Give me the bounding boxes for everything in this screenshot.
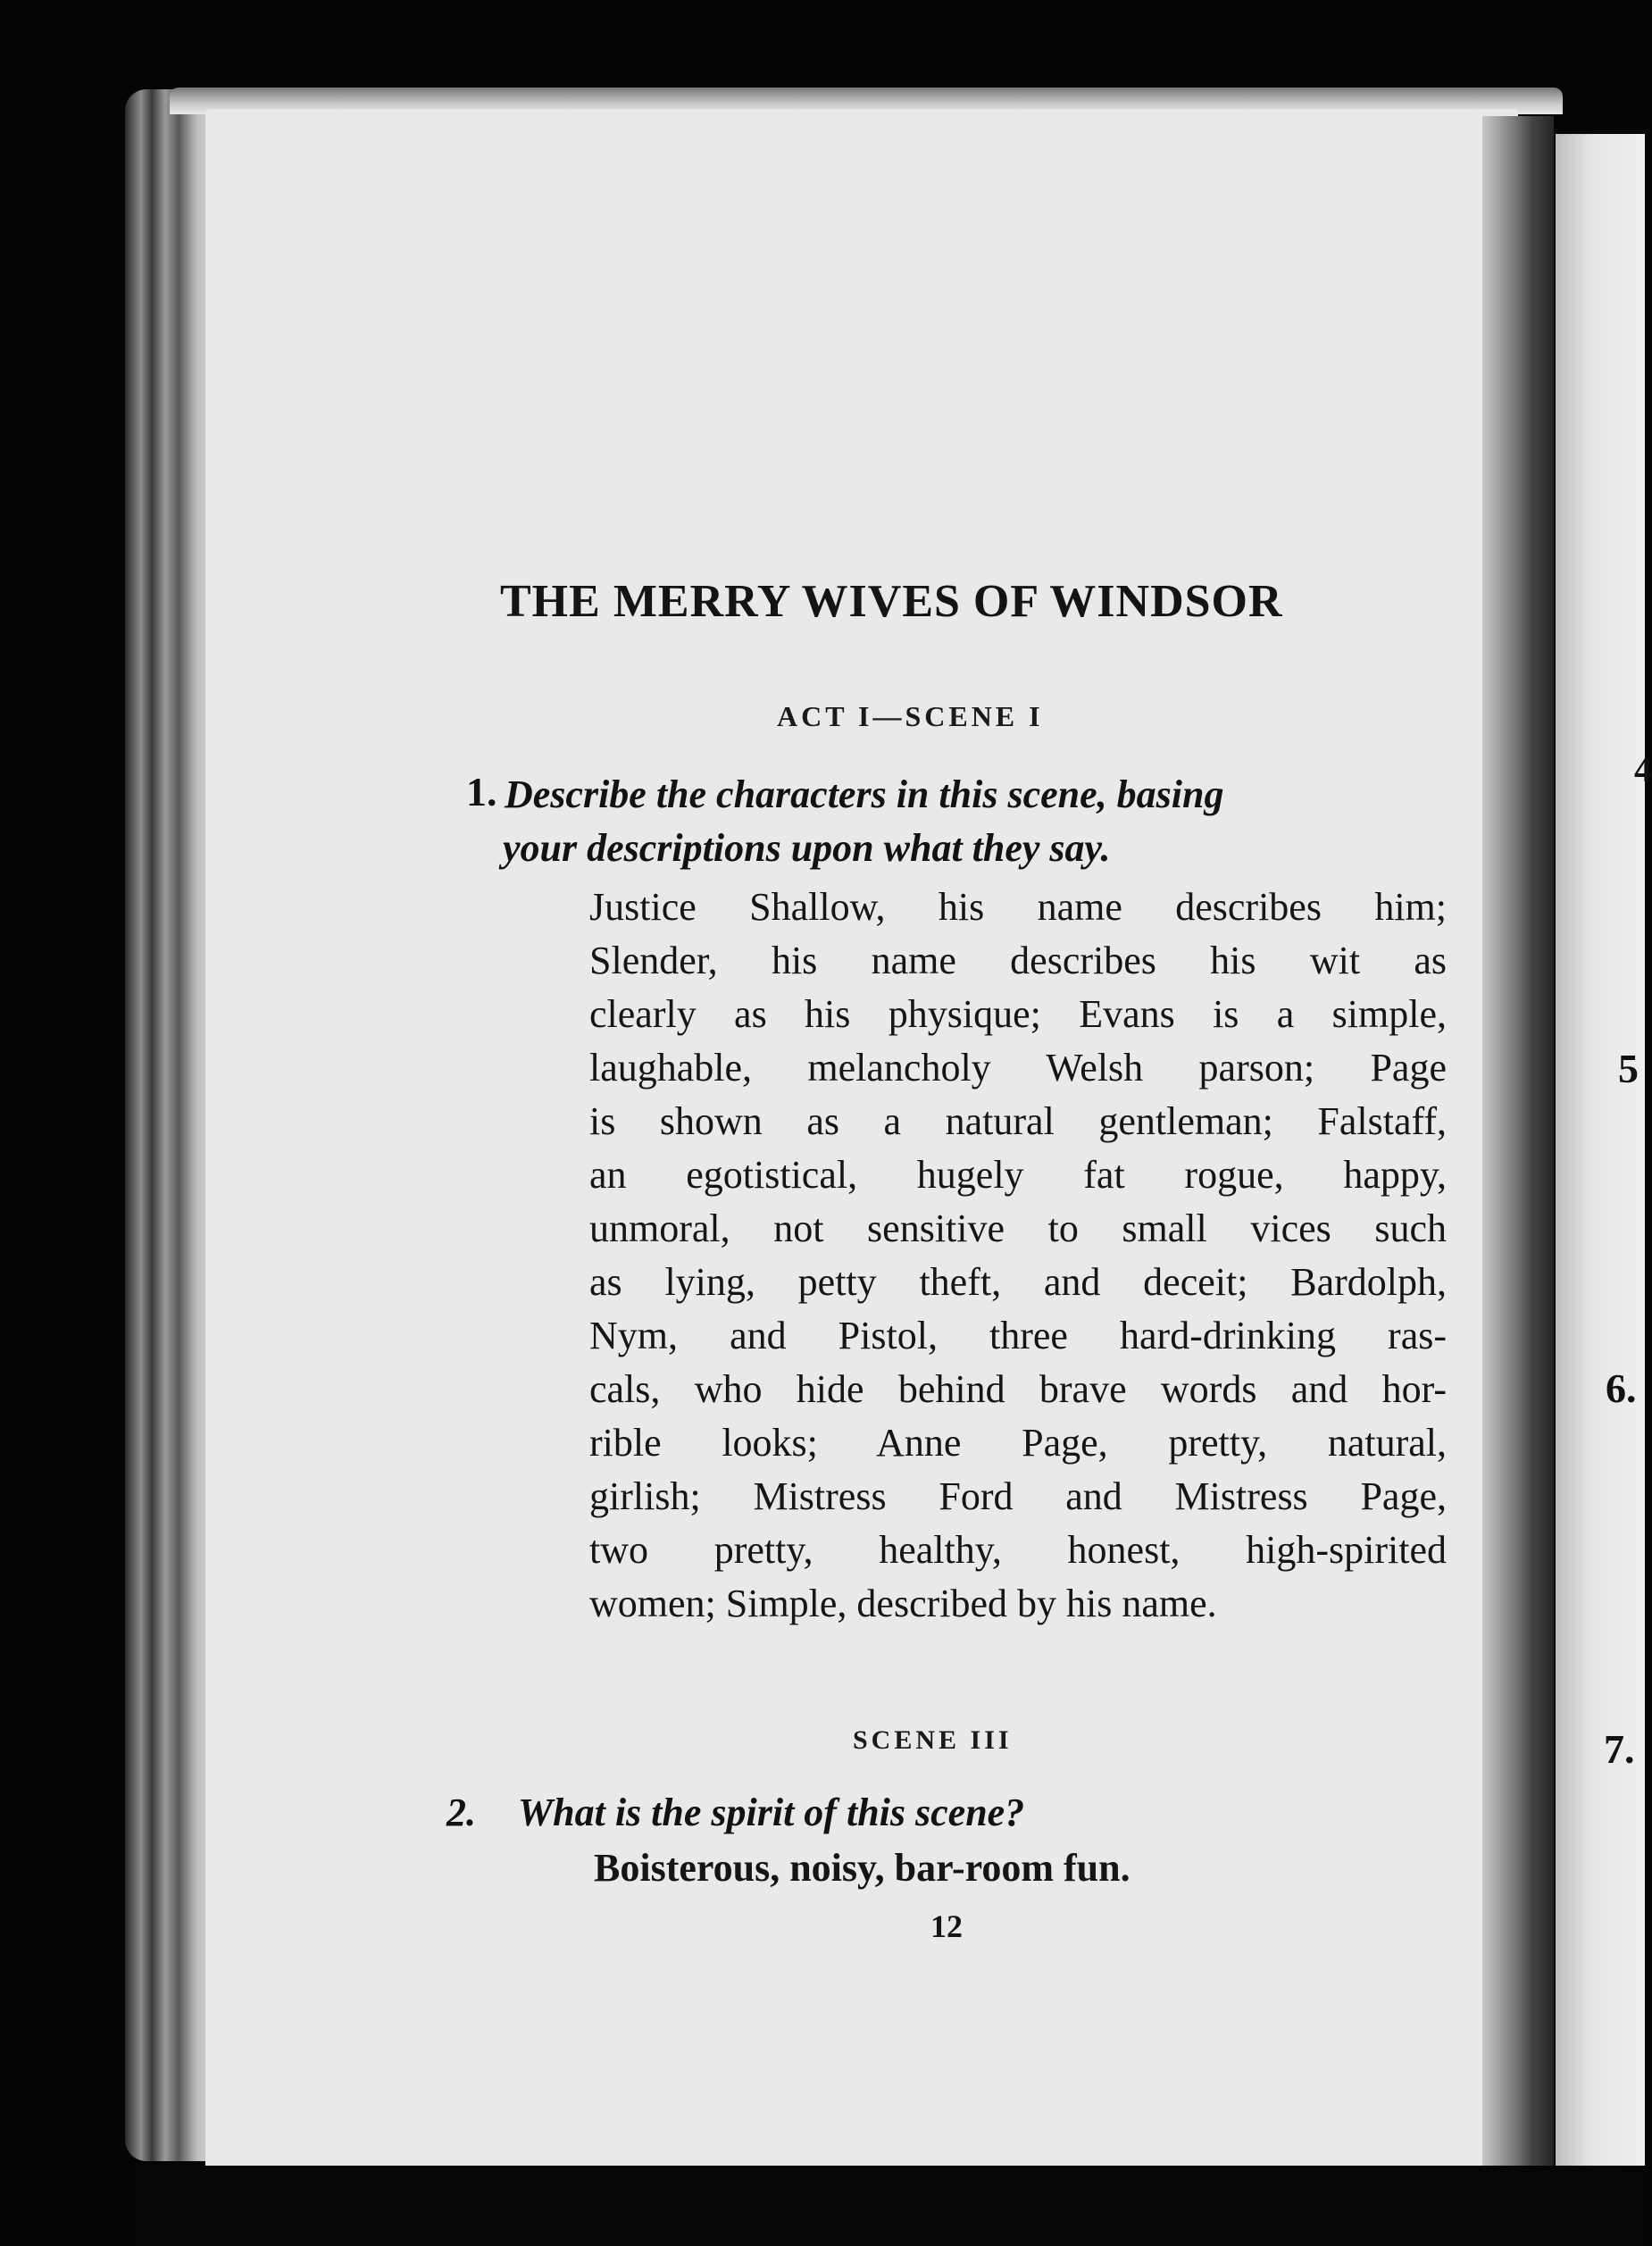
facing-mark: 6.	[1606, 1365, 1637, 1411]
answer-line: unmoral, not sensitive to small vices such	[589, 1206, 1447, 1250]
facing-mark: 5	[1618, 1046, 1639, 1091]
facing-mark: 7.	[1604, 1726, 1635, 1772]
question-1-text	[505, 768, 1451, 875]
page-number: 12	[930, 1908, 963, 1944]
answer-line: women; Simple, described by his name.	[589, 1582, 1217, 1625]
answer-line: laughable, melancholy Welsh parson; Page	[589, 1046, 1447, 1090]
question-2-text: What is the spirit of this scene?	[518, 1791, 1025, 1834]
answer-line: cals, who hide behind brave words and hor-	[589, 1367, 1447, 1411]
question-1-line: your descriptions upon what they say.	[503, 826, 1111, 870]
answer-line: clearly as his physique; Evans is a simple,	[589, 992, 1447, 1036]
answer-line: rible looks; Anne Page, pretty, natural,	[589, 1421, 1447, 1465]
question-1-number: 1.	[466, 769, 497, 814]
answer-line: is shown as a natural gentleman; Falstaff,	[589, 1099, 1447, 1143]
answer-line: an egotistical, hugely fat rogue, happy,	[589, 1153, 1447, 1197]
answer-line: girlish; Mistress Ford and Mistress Page,	[589, 1474, 1447, 1518]
answer-line: Slender, his name describes his wit as	[589, 939, 1447, 982]
answer-line: two pretty, healthy, honest, high-spirited	[589, 1528, 1447, 1572]
question-1-line: Describe the characters in this scene, basing	[505, 772, 1224, 816]
facing-mark: 4	[1634, 749, 1652, 789]
question-1-answer	[589, 881, 1447, 1631]
act-heading: ACT I—SCENE I	[777, 700, 1044, 732]
scene-heading: SCENE III	[853, 1725, 1013, 1755]
question-2-answer: Boisterous, noisy, bar-room fun.	[594, 1846, 1131, 1890]
answer-line: Nym, and Pistol, three hard-drinking ras-	[589, 1314, 1447, 1357]
answer-line: as lying, petty theft, and deceit; Bardolph,	[589, 1260, 1447, 1304]
question-2-number: 2.	[446, 1791, 476, 1834]
page-title: THE MERRY WIVES OF WINDSOR	[500, 576, 1283, 627]
answer-line: Justice Shallow, his name describes him;	[589, 885, 1447, 929]
